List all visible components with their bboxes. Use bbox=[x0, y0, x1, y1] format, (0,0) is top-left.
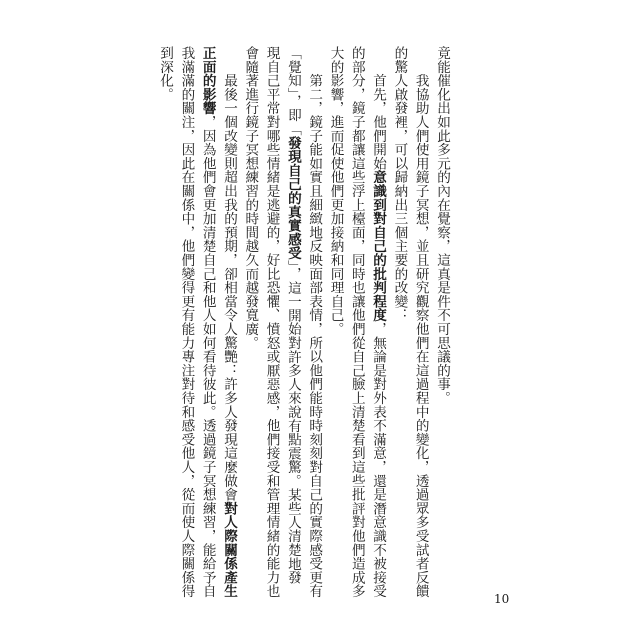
text-segment: 竟能催化出如此多元的內在覺察，這真是件不可思議的事。 bbox=[434, 46, 450, 405]
text-column bbox=[304, 46, 324, 598]
text-segment: 我滿滿的關注，因此在關係中，他們變得更有能力專注對待和感受他人，從而使人際關係得 bbox=[178, 46, 195, 598]
text-segment: 會隨著進行鏡子冥想練習的時間越久而越發寬廣。 bbox=[242, 46, 259, 350]
text-segment: 第二，鏡子能如實且細緻地反映面部表情，所以他們能時時刻刻對自己的實際感受更有 bbox=[306, 46, 323, 598]
page-number: 10 bbox=[494, 592, 510, 606]
text-column bbox=[198, 46, 218, 598]
text-column bbox=[219, 46, 239, 598]
text-column bbox=[411, 46, 431, 598]
text-column bbox=[389, 46, 409, 322]
text-segment: 現自己平常對哪些情緒是逃避的，好比恐懼、憤怒或厭惡感，他們接受和管理情緒的能力也 bbox=[263, 46, 280, 598]
text-column bbox=[262, 46, 282, 598]
text-segment: ，因為他們會更加清楚自己和他人如何看待彼此。透過鏡子冥想練習，能給予自 bbox=[199, 115, 216, 598]
text-column bbox=[155, 46, 175, 101]
text-segment: 首先，他們開始 bbox=[370, 46, 387, 171]
text-column bbox=[347, 46, 367, 598]
text-segment: 到深化。 bbox=[157, 46, 174, 102]
emphasis-text: 意識到對自己的批判程度 bbox=[370, 170, 387, 323]
text-segment: 我協助人們使用鏡子冥想，並且研究觀察他們在這過程中的變化，透過眾多受試者反饋 bbox=[412, 46, 429, 598]
text-segment: 最後一個改變則超出我的預期，卻相當令人驚艷：許多人發現這麼做會 bbox=[221, 46, 237, 502]
text-segment: 的驚人啟發裡，可以歸納出三個主要的改變： bbox=[391, 46, 408, 322]
text-segment: 大的影響，進而促使他們更加接納和同理自己。 bbox=[327, 46, 344, 336]
text-segment: 「覺知」，即「 bbox=[284, 46, 301, 136]
text-column bbox=[368, 46, 388, 598]
text-column bbox=[326, 46, 346, 336]
emphasis-text: 正面的影響 bbox=[199, 46, 216, 115]
text-column bbox=[283, 46, 303, 584]
text-column bbox=[240, 46, 260, 350]
emphasis-text: 發現自己的真實感受 bbox=[284, 135, 301, 261]
emphasis-text: 對人際關係產生 bbox=[221, 501, 237, 599]
text-segment: 的部分，鏡子都讓這些浮上檯面，同時也讓他們從自己臉上清楚看到這些批評對他們造成多 bbox=[348, 46, 365, 598]
text-column bbox=[432, 46, 452, 405]
text-segment: ，無論是對外表不滿意，還是潛意識不被接受 bbox=[370, 322, 387, 599]
text-column bbox=[176, 46, 196, 598]
text-segment: 」，這一開始對許多人來說有點震驚。某些人清楚地發 bbox=[284, 260, 301, 585]
